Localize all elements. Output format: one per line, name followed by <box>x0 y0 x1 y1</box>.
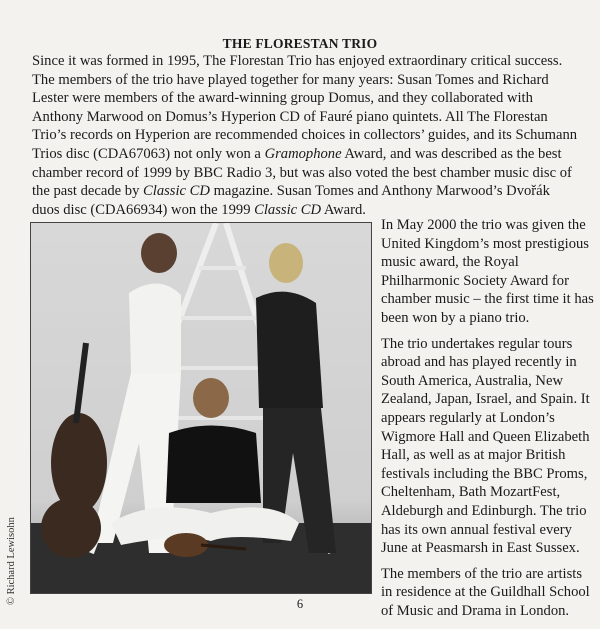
photo-credit: © Richard Lewisohn <box>6 517 17 605</box>
page-number: 6 <box>296 597 304 611</box>
intro-text: magazine. Susan Tomes and Anthony Marwood’s Dvořák duos disc (CDA66934) won the 1999 <box>32 183 550 218</box>
right-column <box>381 216 595 627</box>
italic-title-text: Classic CD <box>143 183 210 200</box>
italic-title-text: Gramophone <box>264 145 342 162</box>
intro-text: Award. <box>321 201 366 218</box>
intro-text: Since it was formed in 1995, The Florestan Trio has enjoyed extraordinary critical success. The members of the trio have played together for many years: Susan Tomes and Richard Lester were members of the award-winning group Domus, and they collaborated with Anthony Marwood on Domus’s Hyperion CD of Fauré piano quintets. All The Florestan Trio’s records on Hyperion are recommended choices in collectors’ guides, and its Schumann Trios disc (CDA67063) not only won a <box>32 53 578 162</box>
intro-paragraph <box>32 52 578 219</box>
right-paragraph: The members of the trio are artists in residence at the Guildhall School of Music and Drama in London. <box>381 565 590 619</box>
right-paragraph: In May 2000 the trio was given the United Kingdom’s most prestigious music award, the Royal Philharmonic Society Award for chamber music – the first time it has been won by a piano trio. <box>381 217 594 326</box>
trio-photograph <box>30 222 372 594</box>
right-paragraph: The trio undertakes regular tours abroad and has played recently in South America, Australia, New Zealand, Japan, Israel, and Spain. It appears regularly at London’s Wigmore Hall and Queen Elizabeth Hall, as well as at major British festivals including the BBC Proms, Cheltenham, Bath MozartFest, Aldeburgh and Edinburgh. The trio has its own annual festival every June at Peasmarsh in East Sussex. <box>381 335 590 557</box>
page-title: THE FLORESTAN TRIO <box>222 36 378 51</box>
italic-title-text: Classic CD <box>254 201 322 218</box>
intro-text: Award, and was described as the best chamber record of 1999 by BBC Radio 3, but was also voted the best chamber music disc of the past decade by <box>32 145 572 200</box>
